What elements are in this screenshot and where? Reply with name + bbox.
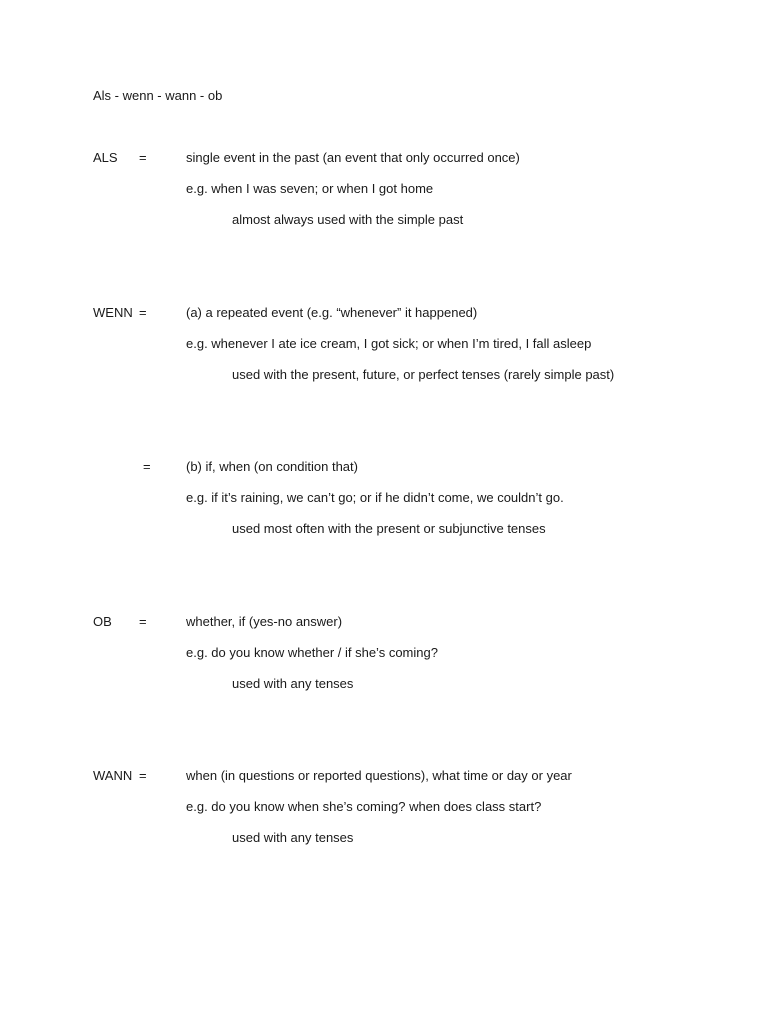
entry-term: ALS [93, 150, 118, 165]
entry-usage-note: almost always used with the simple past [232, 212, 464, 227]
entry-example: e.g. do you know when she’s coming? when does class start? [186, 799, 542, 814]
entry-usage-note: used with the present, future, or perfect tenses (rarely simple past) [232, 367, 615, 382]
entry-example: e.g. when I was seven; or when I got home [186, 181, 434, 196]
entry-equals: = [139, 768, 147, 783]
entry-definition: whether, if (yes-no answer) [186, 614, 343, 629]
entry-term: OB [93, 614, 112, 629]
entry-definition: single event in the past (an event that only occurred once) [186, 150, 520, 165]
entry-usage-note: used with any tenses [232, 830, 354, 845]
entry-equals: = [143, 459, 151, 474]
entry-definition: (b) if, when (on condition that) [186, 459, 358, 474]
entry-equals: = [139, 305, 147, 320]
entry-definition: when (in questions or reported questions), what time or day or year [186, 768, 572, 783]
entry-definition: (a) a repeated event (e.g. “whenever” it happened) [186, 305, 478, 320]
document-title: Als - wenn - wann - ob [93, 88, 223, 103]
entry-example: e.g. whenever I ate ice cream, I got sick; or when I’m tired, I fall asleep [186, 336, 592, 351]
entry-equals: = [139, 614, 147, 629]
entry-equals: = [139, 150, 147, 165]
entry-term: WANN [93, 768, 133, 783]
entry-term: WENN [93, 305, 133, 320]
entry-example: e.g. do you know whether / if she’s coming? [186, 645, 438, 660]
entry-usage-note: used with any tenses [232, 676, 354, 691]
entry-usage-note: used most often with the present or subjunctive tenses [232, 521, 546, 536]
entry-example: e.g. if it’s raining, we can’t go; or if he didn’t come, we couldn’t go. [186, 490, 564, 505]
